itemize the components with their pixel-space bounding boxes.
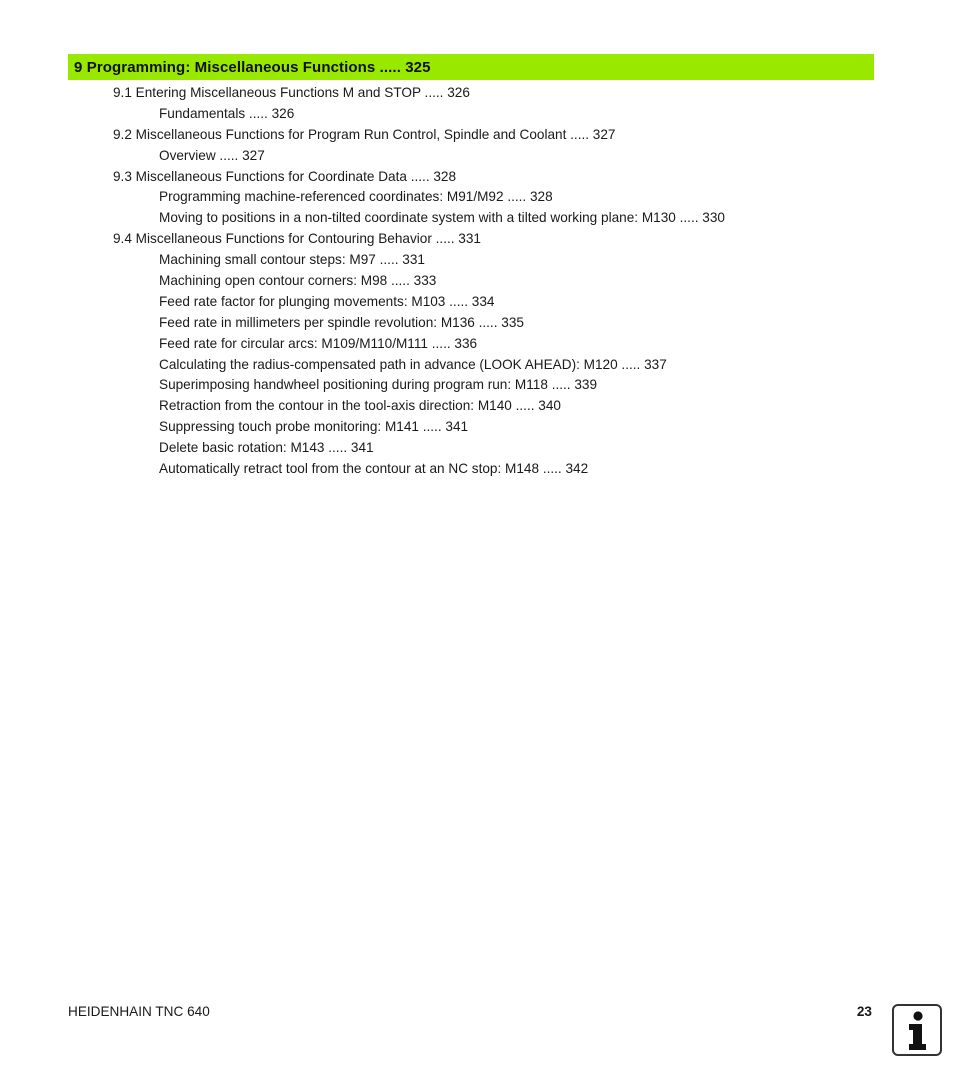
toc-subsection-entry[interactable]: Machining small contour steps: M97 ..... 331 xyxy=(159,252,425,268)
table-of-contents xyxy=(0,83,954,480)
toc-subsection-entry[interactable]: Calculating the radius-compensated path in advance (LOOK AHEAD): M120 ..... 337 xyxy=(159,356,667,372)
info-icon xyxy=(892,1004,942,1056)
toc-subsection-entry[interactable]: Overview ..... 327 xyxy=(159,147,265,163)
toc-subsection-entry[interactable]: Automatically retract tool from the contour at an NC stop: M148 ..... 342 xyxy=(159,461,589,477)
toc-section-entry[interactable]: 9.3 Miscellaneous Functions for Coordinate Data ..... 328 xyxy=(113,168,457,184)
page-number: 23 xyxy=(856,1004,872,1019)
toc-subsection-entry[interactable]: Suppressing touch probe monitoring: M141 ..... 341 xyxy=(159,419,469,435)
toc-subsection-entry[interactable]: Fundamentals ..... 326 xyxy=(159,105,295,121)
chapter-title[interactable]: 9 Programming: Miscellaneous Functions ..... 325 xyxy=(74,58,431,76)
toc-section-entry[interactable]: 9.2 Miscellaneous Functions for Program Run Control, Spindle and Coolant ..... 327 xyxy=(113,126,616,142)
toc-subsection-entry[interactable]: Delete basic rotation: M143 ..... 341 xyxy=(159,440,374,456)
footer-product-name: HEIDENHAIN TNC 640 xyxy=(68,1004,210,1019)
toc-subsection-entry[interactable]: Retraction from the contour in the tool-axis direction: M140 ..... 340 xyxy=(159,398,561,414)
toc-subsection-entry[interactable]: Feed rate for circular arcs: M109/M110/M111 ..... 336 xyxy=(159,335,478,351)
toc-subsection-entry[interactable]: Moving to positions in a non-tilted coordinate system with a tilted working plane: M130 ..... 330 xyxy=(159,210,725,226)
chapter-heading-bar xyxy=(68,54,874,80)
toc-subsection-entry[interactable]: Feed rate factor for plunging movements: M103 ..... 334 xyxy=(159,293,495,309)
toc-subsection-entry[interactable]: Superimposing handwheel positioning during program run: M118 ..... 339 xyxy=(159,377,598,393)
toc-subsection-entry[interactable]: Machining open contour corners: M98 ..... 333 xyxy=(159,273,437,289)
toc-section-entry[interactable]: 9.4 Miscellaneous Functions for Contouring Behavior ..... 331 xyxy=(113,231,481,247)
toc-section-entry[interactable]: 9.1 Entering Miscellaneous Functions M and STOP ..... 326 xyxy=(113,85,470,100)
toc-subsection-entry[interactable]: Programming machine-referenced coordinates: M91/M92 ..... 328 xyxy=(159,189,553,205)
toc-subsection-entry[interactable]: Feed rate in millimeters per spindle revolution: M136 ..... 335 xyxy=(159,314,524,330)
